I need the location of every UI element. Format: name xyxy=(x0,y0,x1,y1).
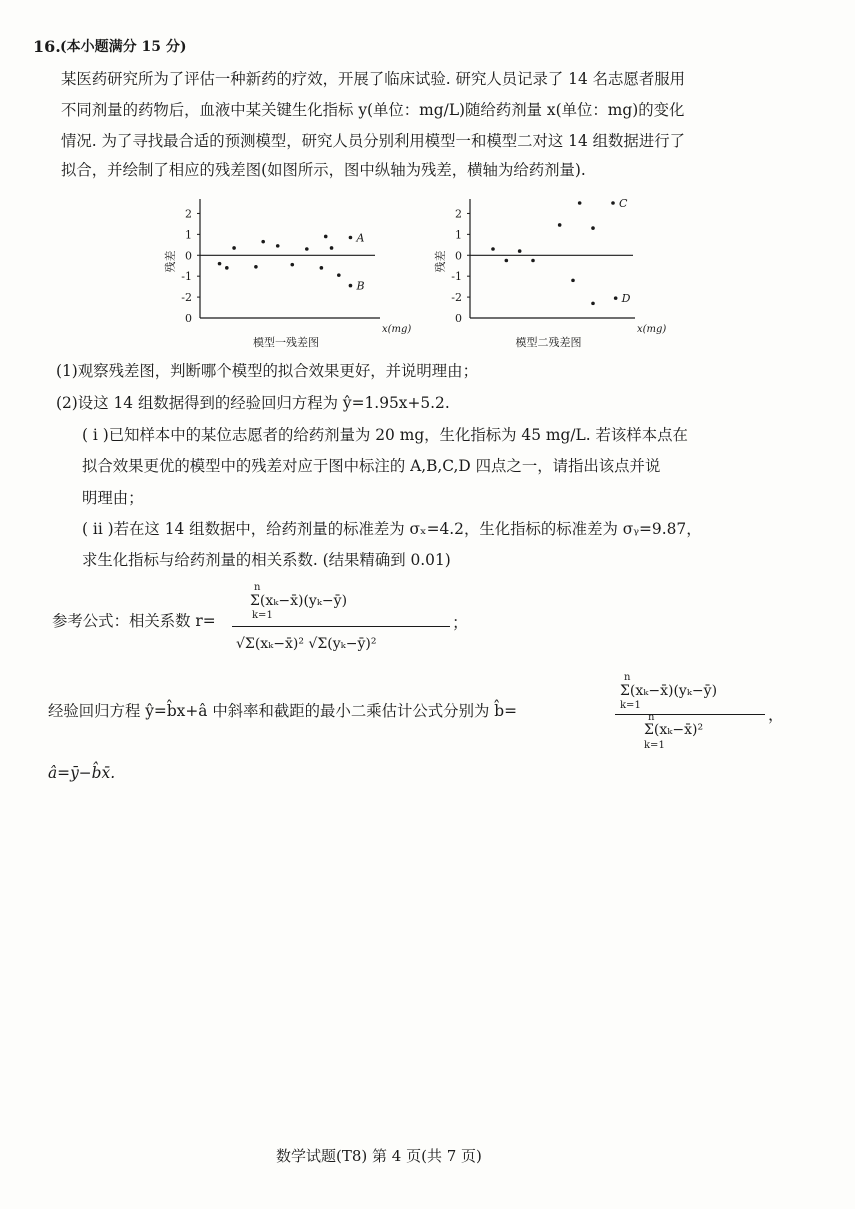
residual-point xyxy=(218,262,222,266)
y-tick-label: 0 xyxy=(455,312,462,325)
residual-point xyxy=(330,246,334,250)
residual-point xyxy=(225,266,229,270)
residual-point xyxy=(232,246,236,250)
residual-point xyxy=(337,273,341,277)
residual-point xyxy=(531,259,535,263)
y-tick-label: 0 xyxy=(455,249,462,263)
point-a xyxy=(349,236,353,240)
part2-ii-line: ( ii )若在这 14 组数据中，给药剂量的标准差为 σₓ=4.2，生化指标的标准差为 σᵧ=9.87， xyxy=(82,520,702,538)
residual-point xyxy=(324,235,328,239)
b-numerator: Σ(xₖ−x̄)(yₖ−ȳ) xyxy=(620,683,718,699)
y-tick-label: -1 xyxy=(181,270,192,284)
point-label-d: D xyxy=(621,292,631,306)
residual-point xyxy=(276,244,280,248)
residual-point xyxy=(290,263,294,267)
y-tick-label: 1 xyxy=(185,228,192,242)
intercept-formula: â=ȳ−b̂x̄. xyxy=(48,764,116,782)
y-axis-label: 残差 xyxy=(164,250,177,273)
r-numerator: Σ(xₖ−x̄)(yₖ−ȳ) xyxy=(250,593,348,609)
sum-lower: k=1 xyxy=(620,700,641,711)
r-fraction-bar xyxy=(232,626,450,627)
y-axis-label: 残差 xyxy=(434,250,447,273)
semicolon: ； xyxy=(452,613,469,632)
sum-lower: k=1 xyxy=(644,740,665,751)
b-denominator: Σ(xₖ−x̄)² xyxy=(644,722,704,738)
residual-point xyxy=(254,265,258,269)
reference-formula-label: 参考公式：相关系数 r= xyxy=(52,612,216,630)
point-b xyxy=(349,284,353,288)
intro-line: 拟合，并绘制了相应的残差图(如图所示，图中纵轴为残差，横轴为给药剂量). xyxy=(61,161,586,179)
y-tick-label: -2 xyxy=(451,291,462,305)
residual-point xyxy=(491,247,495,251)
residual-point xyxy=(320,266,324,270)
residual-point xyxy=(261,240,265,244)
regression-label: 经验回归方程 ŷ=b̂x+â 中斜率和截距的最小二乘估计公式分别为 b̂= xyxy=(48,702,517,720)
comma: ， xyxy=(768,705,785,724)
residual-chart-model-1 xyxy=(160,188,412,349)
chart-title: 模型二残差图 xyxy=(515,336,582,349)
intro-line: 某医药研究所为了评估一种新药的疗效，开展了临床试验. 研究人员记录了 14 名志愿者服用 xyxy=(61,70,685,88)
point-label-c: C xyxy=(619,197,628,210)
point-label-a: A xyxy=(356,231,365,245)
point-label-b: B xyxy=(356,279,365,293)
score-note: (本小题满分 15 分) xyxy=(60,39,187,55)
intro-line: 不同剂量的药物后，血液中某关键生化指标 y(单位：mg/L)随给药剂量 x(单位：mg)的变化 xyxy=(61,101,685,119)
intro-line: 情况. 为了寻找最合适的预测模型，研究人员分别利用模型一和模型二对这 14 组数据进行了 xyxy=(61,132,685,150)
y-tick-label: 0 xyxy=(185,312,192,325)
residual-point xyxy=(578,201,582,205)
residual-point xyxy=(571,279,575,283)
b-fraction-bar xyxy=(615,714,765,715)
part2-i-line: 明理由； xyxy=(82,489,144,507)
x-axis-label: x(mg) xyxy=(637,324,667,335)
residual-point xyxy=(591,302,595,306)
y-tick-label: 2 xyxy=(455,207,462,221)
x-axis-label: x(mg) xyxy=(382,324,412,335)
residual-point xyxy=(505,259,509,263)
y-tick-label: 0 xyxy=(185,249,192,263)
sum-upper: n xyxy=(254,582,261,593)
point-d xyxy=(614,296,618,300)
residual-point xyxy=(305,247,309,251)
part2-text: (2)设这 14 组数据得到的经验回归方程为 ŷ=1.95x+5.2. xyxy=(56,394,450,412)
sum-upper: n xyxy=(624,672,631,683)
part2-i-line: 拟合效果更优的模型中的残差对应于图中标注的 A,B,C,D 四点之一，请指出该点并说 xyxy=(82,457,661,475)
residual-point xyxy=(591,226,595,230)
part2-i-line: ( i )已知样本中的某位志愿者的给药剂量为 20 mg，生化指标为 45 mg/L. 若该样本点在 xyxy=(82,426,688,444)
sum-lower: k=1 xyxy=(252,610,273,621)
page-footer: 数学试题(T8) 第 4 页(共 7 页) xyxy=(276,1147,482,1165)
part2-ii-line: 求生化指标与给药剂量的相关系数. (结果精确到 0.01) xyxy=(82,551,451,569)
residual-point xyxy=(558,223,562,227)
point-c xyxy=(611,201,615,205)
sum-upper: n xyxy=(648,712,655,723)
residual-chart-model-2 xyxy=(425,180,667,349)
chart-title: 模型一残差图 xyxy=(253,336,319,349)
y-tick-label: -2 xyxy=(181,291,192,305)
r-denominator: √Σ(xₖ−x̄)² √Σ(yₖ−ȳ)² xyxy=(236,636,377,652)
y-tick-label: 2 xyxy=(185,207,192,221)
y-tick-label: -1 xyxy=(451,270,462,284)
question-number: 16. xyxy=(33,37,61,56)
y-tick-label: 1 xyxy=(455,228,462,242)
residual-point xyxy=(518,249,522,253)
part1-text: (1)观察残差图，判断哪个模型的拟合效果更好，并说明理由； xyxy=(56,362,478,380)
